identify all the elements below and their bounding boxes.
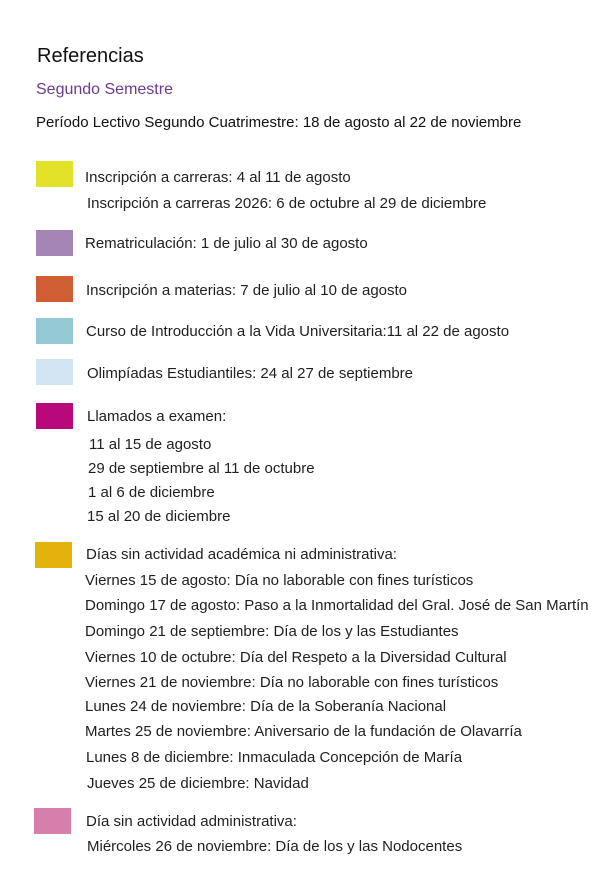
legend-line: Día sin actividad administrativa: <box>86 813 297 830</box>
semester-subtitle: Segundo Semestre <box>36 81 173 98</box>
legend-line: Viernes 15 de agosto: Día no laborable con fines turísticos <box>85 572 474 589</box>
legend-line: Martes 25 de noviembre: Aniversario de la fundación de Olavarría <box>85 723 522 740</box>
legend-swatch-llamados-examen <box>36 403 73 429</box>
legend-line: Lunes 8 de diciembre: Inmaculada Concepción de María <box>86 749 463 766</box>
legend-line: Jueves 25 de diciembre: Navidad <box>87 775 309 792</box>
legend-swatch-rematriculacion <box>36 230 73 256</box>
legend-line: Días sin actividad académica ni administrativa: <box>86 546 397 563</box>
academic-period: Período Lectivo Segundo Cuatrimestre: 18 de agosto al 22 de noviembre <box>36 114 522 131</box>
legend-line: 15 al 20 de diciembre <box>87 508 231 525</box>
legend-swatch-inscripcion-materias <box>36 276 73 302</box>
legend-line: 1 al 6 de diciembre <box>88 484 215 501</box>
legend-line: Viernes 21 de noviembre: Día no laborable con fines turísticos <box>85 674 499 691</box>
legend-line: Inscripción a materias: 7 de julio al 10 de agosto <box>86 282 408 299</box>
legend-line: 29 de septiembre al 11 de octubre <box>88 460 315 477</box>
legend-swatch-dias-sin-actividad <box>35 542 72 568</box>
legend-line: Miércoles 26 de noviembre: Día de los y las Nodocentes <box>87 838 463 855</box>
legend-swatch-inscripcion-carreras <box>36 161 73 187</box>
legend-swatch-curso-introduccion <box>36 318 73 344</box>
legend-line: Domingo 21 de septiembre: Día de los y las Estudiantes <box>85 623 459 640</box>
legend-line: Domingo 17 de agosto: Paso a la Inmortalidad del Gral. José de San Martín <box>85 597 589 614</box>
legend-line: Inscripción a carreras 2026: 6 de octubre al 29 de diciembre <box>87 195 487 212</box>
page-title: Referencias <box>37 45 144 67</box>
legend-line: Llamados a examen: <box>87 408 227 425</box>
legend-line: 11 al 15 de agosto <box>89 436 212 453</box>
legend-swatch-olimpiadas <box>36 359 73 385</box>
legend-line: Olimpíadas Estudiantiles: 24 al 27 de septiembre <box>87 365 414 382</box>
legend-line: Viernes 10 de octubre: Día del Respeto a la Diversidad Cultural <box>85 649 507 666</box>
legend-line: Inscripción a carreras: 4 al 11 de agosto <box>85 169 351 186</box>
legend-line: Curso de Introducción a la Vida Universitaria:11 al 22 de agosto <box>86 323 510 340</box>
legend-line: Lunes 24 de noviembre: Día de la Soberanía Nacional <box>85 698 447 715</box>
legend-swatch-dia-sin-actividad-administrativa <box>34 808 71 834</box>
legend-line: Rematriculación: 1 de julio al 30 de agosto <box>85 235 368 252</box>
